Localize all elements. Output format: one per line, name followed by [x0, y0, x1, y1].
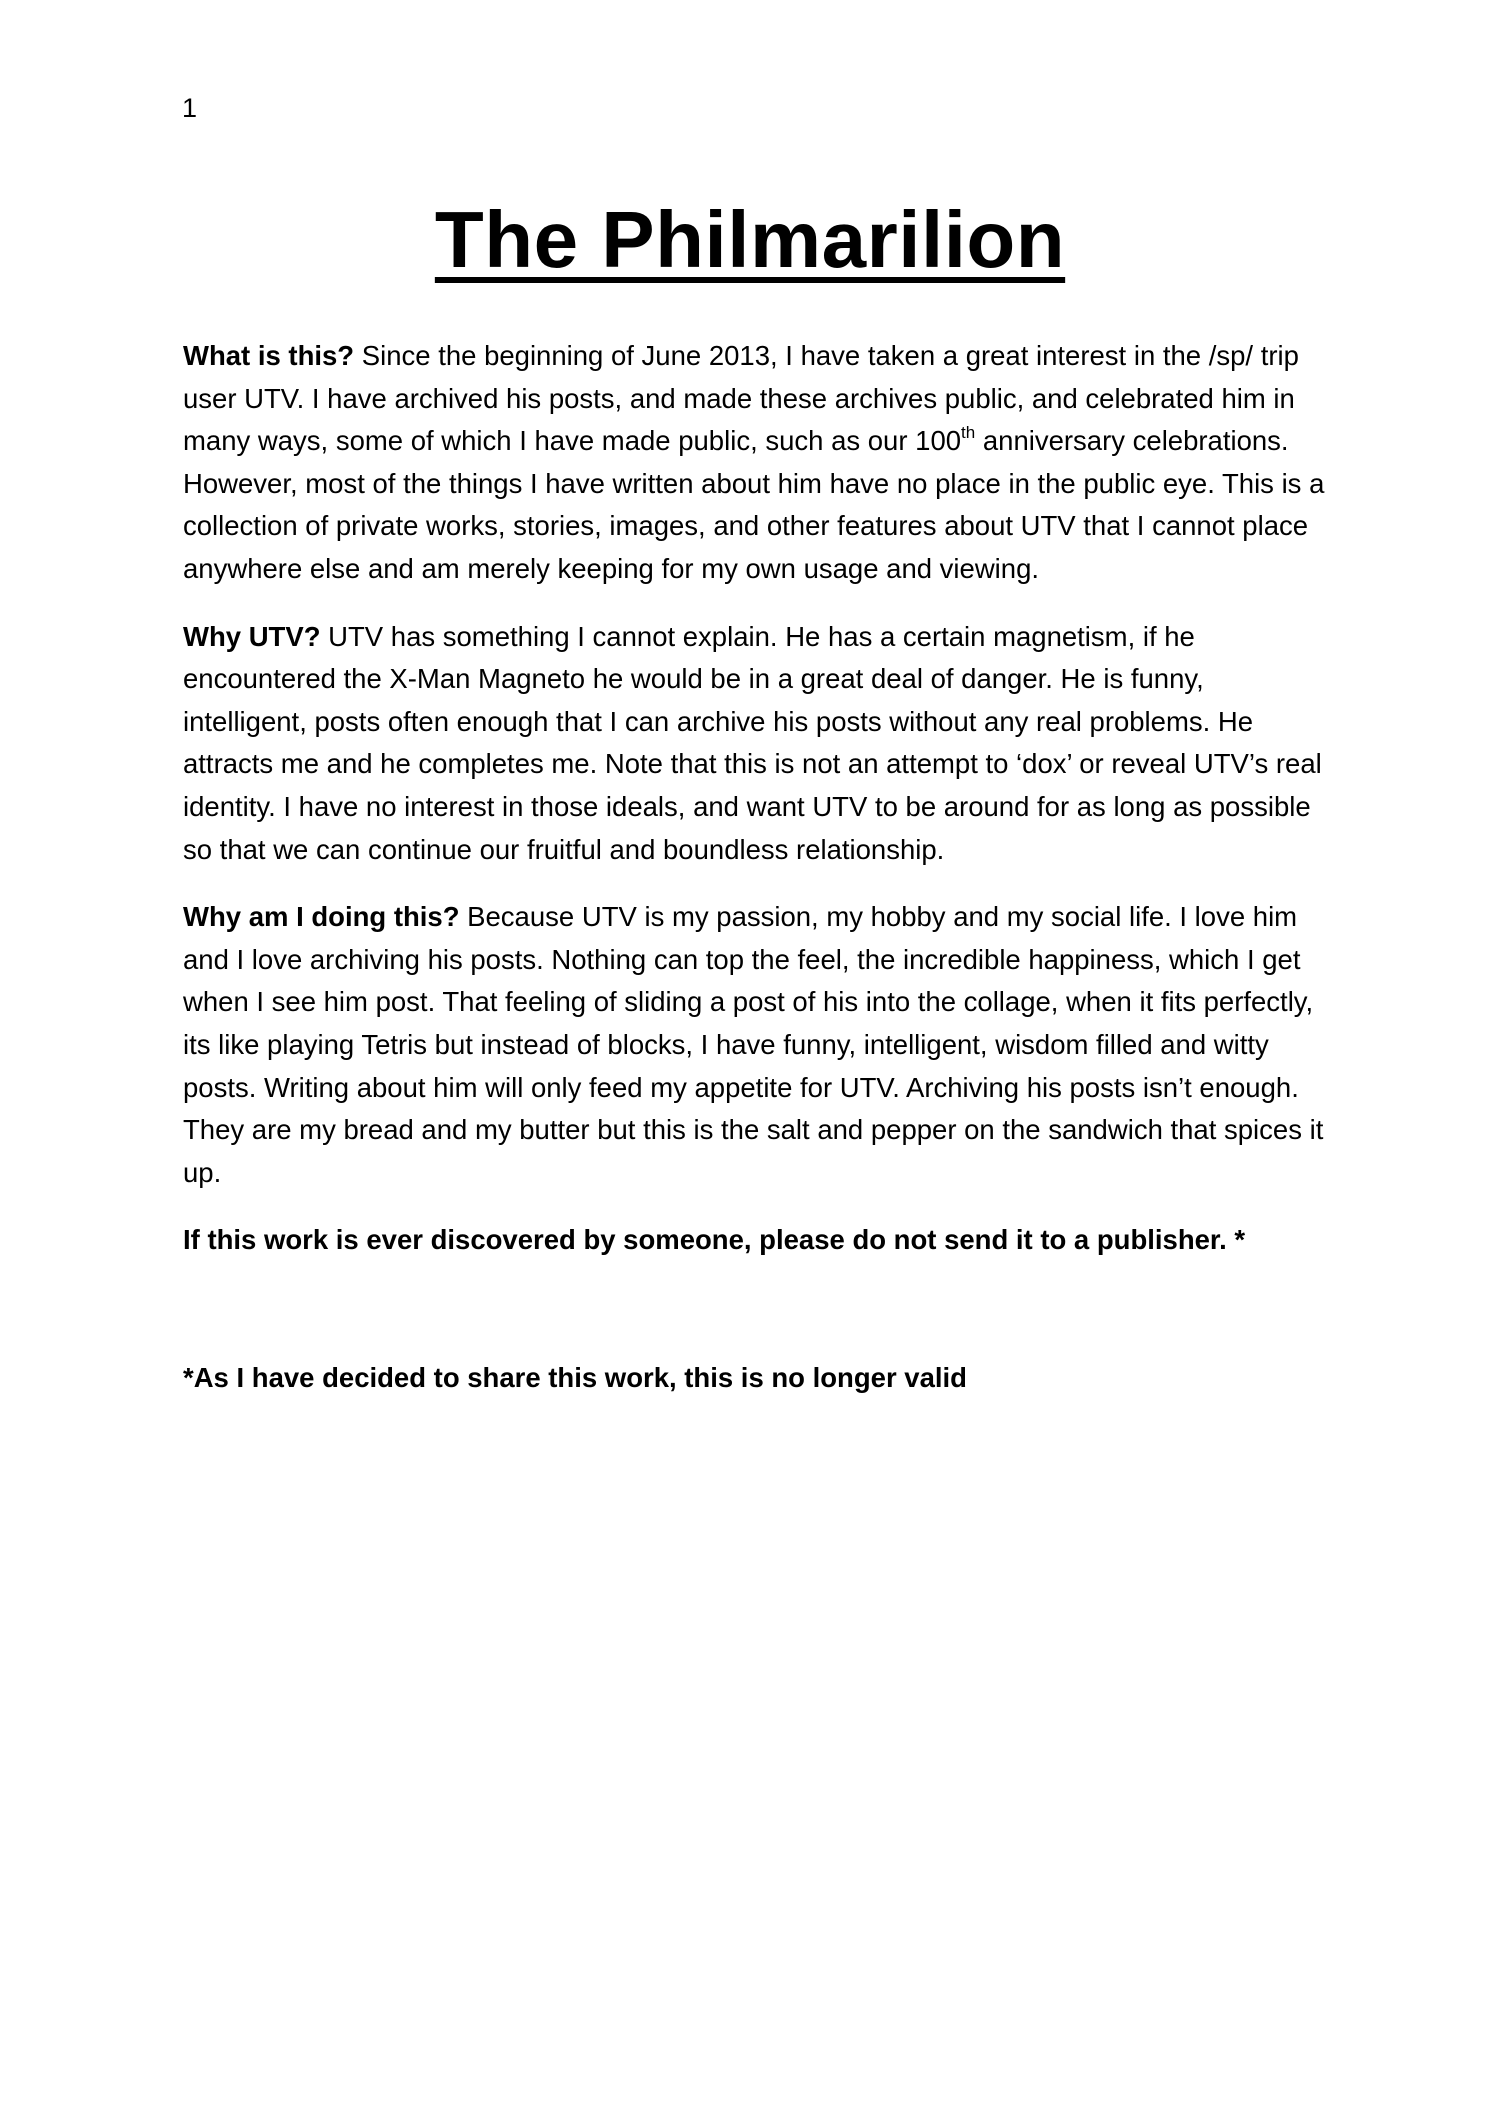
footnote: *As I have decided to share this work, this is no longer valid	[183, 1362, 967, 1393]
title-text: The Philmarilion	[434, 195, 1066, 284]
paragraph-lead: Why UTV?	[183, 620, 321, 652]
document-title	[0, 192, 1500, 288]
warning-note: If this work is ever discovered by someone, please do not send it to a publisher. *	[183, 1224, 1246, 1256]
document-body	[183, 335, 1333, 1262]
paragraph-text: UTV has something I cannot explain. He has a certain magnetism, if he encountered the X-Man Magneto he would be in a great deal of danger. He is funny, intelligent, posts often enough that I can archive his posts without any real problems. He attracts me and he completes me. Note that this is not an attempt to ‘dox’ or reveal UTV’s real identity. I have no interest in those ideals, and want UTV to be around for as long as possible so that we can continue our fruitful and boundless relationship.	[183, 620, 1322, 865]
paragraph-lead: Why am I doing this?	[183, 901, 460, 933]
paragraph-why-utv	[183, 616, 1333, 872]
paragraph-text: Because UTV is my passion, my hobby and my social life. I love him and I love archiving his posts. Nothing can top the feel, the incredible happiness, which I get when I see him post. That feeling of sliding a post of his into the collage, when it fits perfectly, its like playing Tetris but instead of blocks, I have funny, intelligent, wisdom filled and witty posts. Writing about him will only feed my appetite for UTV. Archiving his posts isn’t enough. They are my bread and my butter but this is the salt and pepper on the sandwich that spices it up.	[183, 901, 1324, 1188]
paragraph-what-is-this	[183, 335, 1333, 591]
paragraph-text: Since the beginning of June 2013, I have taken a great interest in the /sp/ trip user UTV. I have archived his posts, and made these archives public, and celebrated him in many ways, some of which I have made public, such as our 100	[183, 340, 1299, 457]
superscript-ordinal: th	[961, 423, 976, 443]
paragraph-text-continued: anniversary celebrations. However, most of the things I have written about him have no place in the public eye. This is a collection of private works, stories, images, and other features about UTV that I cannot place anywhere else and am merely keeping for my own usage and viewing.	[183, 425, 1325, 584]
paragraph-why-am-i-doing-this	[183, 896, 1333, 1194]
paragraph-lead: What is this?	[183, 340, 355, 371]
page-number: 1	[182, 93, 198, 123]
